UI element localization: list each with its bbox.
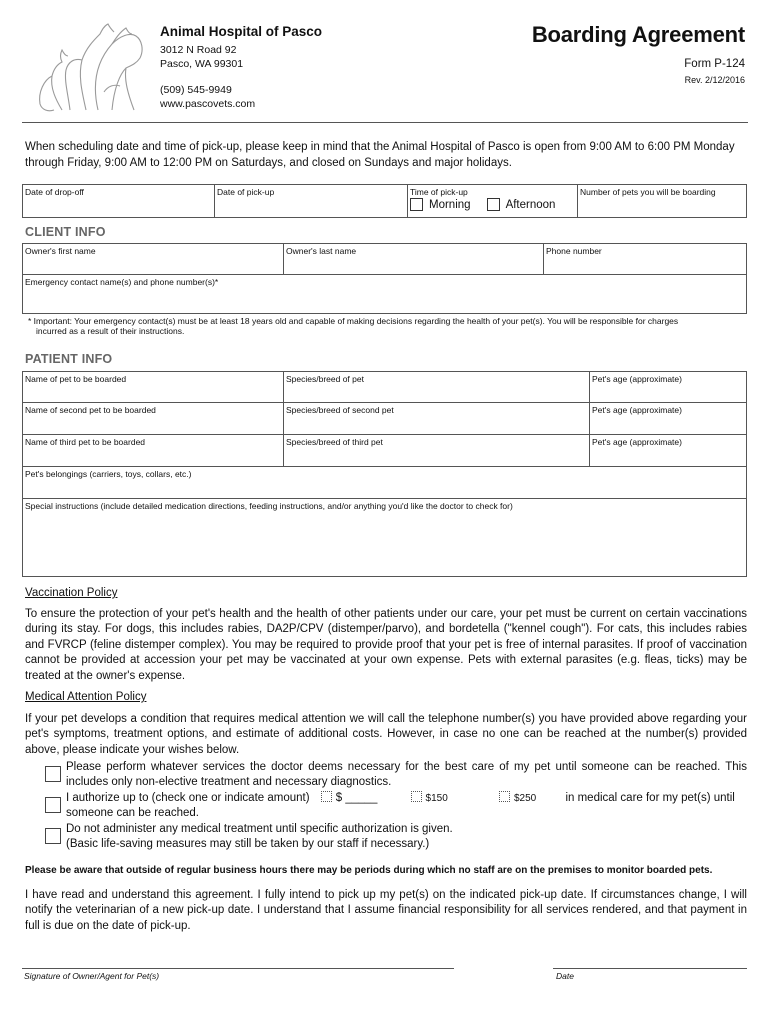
- phone-number-label: Phone number: [546, 246, 602, 256]
- emergency-note: [28, 316, 748, 336]
- dropoff-date-field[interactable]: [23, 185, 215, 217]
- pet1-age-field[interactable]: [590, 372, 746, 402]
- pet3-species-label: Species/breed of third pet: [286, 437, 383, 447]
- hospital-website: www.pascovets.com: [160, 98, 256, 110]
- special-instructions-field[interactable]: [23, 499, 746, 576]
- afternoon-option[interactable]: [487, 198, 556, 211]
- form-title: Boarding Agreement: [531, 22, 745, 47]
- medical-option-no-treatment: [45, 822, 747, 853]
- custom-amount-option[interactable]: [313, 791, 378, 806]
- pet2-name-label: Name of second pet to be boarded: [25, 405, 156, 415]
- pet-silhouettes-logo-icon: [26, 14, 150, 118]
- header-divider: [22, 122, 748, 123]
- pet1-name-field[interactable]: [23, 372, 284, 402]
- num-pets-label: Number of pets you will be boarding: [580, 187, 716, 197]
- pickup-date-label: Date of pick-up: [217, 187, 275, 197]
- medical-option-authorize-amount: [45, 791, 747, 822]
- owner-signature-label: Signature of Owner/Agent for Pet(s): [24, 971, 160, 981]
- belongings-row: [22, 467, 747, 499]
- hospital-name: Animal Hospital of Pasco: [160, 24, 323, 39]
- pet3-row: [22, 435, 747, 467]
- num-pets-field[interactable]: [578, 185, 746, 217]
- owner-first-name-label: Owner's first name: [25, 246, 96, 256]
- custom-amount-checkbox[interactable]: [321, 791, 332, 802]
- morning-option[interactable]: [410, 198, 471, 211]
- belongings-field[interactable]: [23, 467, 746, 498]
- amount-150-checkbox[interactable]: [411, 791, 422, 802]
- pet3-name-field[interactable]: [23, 435, 284, 466]
- address-line2: Pasco, WA 99301: [160, 58, 244, 70]
- dates-row: [22, 184, 747, 218]
- no-treatment-checkbox[interactable]: [45, 828, 61, 844]
- client-info-heading: CLIENT INFO: [25, 225, 106, 239]
- hospital-phone: (509) 545-9949: [160, 84, 232, 96]
- pickup-time-field: [408, 185, 578, 217]
- patient-info-heading: PATIENT INFO: [25, 352, 113, 366]
- owner-last-name-field[interactable]: [284, 244, 544, 274]
- pet2-age-label: Pet's age (approximate): [592, 405, 682, 415]
- date-signature-line[interactable]: [553, 968, 747, 969]
- after-hours-notice: Please be aware that outside of regular business hours there may be periods during which no staff are on the premises to monitor boarded pets.: [25, 865, 713, 876]
- pet1-name-label: Name of pet to be boarded: [25, 374, 127, 384]
- pet1-row: [22, 371, 747, 403]
- authorize-amount-text: I authorize up to (check one or indicate amount): [66, 792, 310, 804]
- pet1-species-label: Species/breed of pet: [286, 374, 364, 384]
- emergency-contact-label: Emergency contact name(s) and phone number(s)*: [25, 277, 219, 287]
- afternoon-checkbox[interactable]: [487, 198, 500, 211]
- pet2-row: [22, 403, 747, 435]
- no-treatment-line2: (Basic life-saving measures may still be taken by our staff if necessary.): [66, 838, 430, 851]
- pet2-species-field[interactable]: [284, 403, 590, 434]
- belongings-label: Pet's belongings (carriers, toys, collars, etc.): [25, 469, 192, 479]
- afternoon-label: Afternoon: [505, 198, 556, 211]
- pickup-time-label: Time of pick-up: [410, 187, 468, 197]
- medical-policy-title: Medical Attention Policy: [25, 691, 147, 703]
- amount-250-checkbox[interactable]: [499, 791, 510, 802]
- medical-option-full-care: [45, 760, 747, 791]
- full-care-checkbox[interactable]: [45, 766, 61, 782]
- morning-checkbox[interactable]: [410, 198, 423, 211]
- pickup-date-field[interactable]: [215, 185, 408, 217]
- emergency-row: [22, 275, 747, 314]
- amount-250-label: $250: [514, 793, 537, 804]
- vaccination-policy-text: To ensure the protection of your pet's health and the health of other patients under our care, your pet must be current on certain vaccinations during its stay. For dogs, this includes rabies, DA2P/CPV (distemper/parvo), and bordetella ("kennel cough"). For cats, this includes rabies and FVRCP (feline distemper complex). You may be required to provide proof that your pet is free of internal parasites. If proof of vaccination cannot be provided at accession your pet may be vaccinated at your own expense. Pets with external parasites (e.g. fleas, ticks) may be treated at the owner's expense.: [25, 608, 747, 682]
- emergency-note-line2: incurred as a result of their instructions.: [36, 326, 185, 336]
- full-care-text: Please perform whatever services the doctor deems necessary for the best care of my pet until someone can be reached. This includes only non-elective treatment and necessary diagnostics.: [66, 761, 747, 789]
- phone-number-field[interactable]: [544, 244, 746, 274]
- custom-amount-label: $ _____: [335, 792, 378, 804]
- authorize-amount-line2: someone can be reached.: [66, 807, 199, 820]
- medical-policy-text: If your pet develops a condition that requires medical attention we will call the telephone number(s) you have provided above regarding your pet's symptoms, treatment options, and estimate of additional costs. However, in case no one can be reached at the number(s) provided above, please indicate your wishes below.: [25, 713, 747, 756]
- dropoff-date-label: Date of drop-off: [25, 187, 84, 197]
- amount-150-label: $150: [425, 793, 448, 804]
- pet1-age-label: Pet's age (approximate): [592, 374, 682, 384]
- pickup-time-options: [410, 198, 571, 211]
- owner-signature-line[interactable]: [22, 968, 454, 969]
- pet3-age-label: Pet's age (approximate): [592, 437, 682, 447]
- pet3-name-label: Name of third pet to be boarded: [25, 437, 146, 447]
- special-instructions-label: Special instructions (include detailed medication directions, feeding instructions, and/or anything you'd like the doctor to check for): [25, 501, 513, 511]
- emergency-note-line1: * Important: Your emergency contact(s) must be at least 18 years old and capable of making decisions regarding the health of your pet(s). You will be responsible for charges: [28, 316, 679, 326]
- emergency-contact-field[interactable]: [23, 275, 746, 313]
- pet2-age-field[interactable]: [590, 403, 746, 434]
- hospital-address: [160, 43, 255, 111]
- intro-text: When scheduling date and time of pick-up, please keep in mind that the Animal Hospital of Pasco is open from 9:00 AM to 6:00 PM Monday through Friday, 9:00 AM to 12:00 PM on Saturdays, and closed on Sundays and major holidays.: [25, 141, 735, 169]
- instructions-row: [22, 499, 747, 577]
- vaccination-policy-title: Vaccination Policy: [25, 587, 118, 599]
- authorize-amount-suffix: in medical care for my pet(s) until: [565, 792, 735, 804]
- pet2-name-field[interactable]: [23, 403, 284, 434]
- form-number: Form P-124: [684, 58, 745, 70]
- pet3-age-field[interactable]: [590, 435, 746, 466]
- form-revision: Rev. 2/12/2016: [684, 75, 745, 85]
- owner-first-name-field[interactable]: [23, 244, 284, 274]
- date-signature-label: Date: [556, 971, 574, 981]
- owner-last-name-label: Owner's last name: [286, 246, 357, 256]
- no-treatment-line1: Do not administer any medical treatment until specific authorization is given.: [66, 823, 453, 835]
- address-line1: 3012 N Road 92: [160, 44, 237, 56]
- amount-150-option[interactable]: [403, 791, 448, 806]
- pet1-species-field[interactable]: [284, 372, 590, 402]
- amount-250-option[interactable]: [491, 791, 536, 806]
- client-name-row: [22, 243, 747, 275]
- morning-label: Morning: [429, 198, 471, 211]
- pet3-species-field[interactable]: [284, 435, 590, 466]
- authorize-amount-checkbox[interactable]: [45, 797, 61, 813]
- agreement-text: I have read and understand this agreement. I fully intend to pick up my pet(s) on the indicated pick-up date. If circumstances change, I will notify the veterinarian of a new pick-up date. I understand that I assume financial responsibility for all services rendered, and that payment in full is due on the date of pick-up.: [25, 889, 747, 932]
- pet2-species-label: Species/breed of second pet: [286, 405, 394, 415]
